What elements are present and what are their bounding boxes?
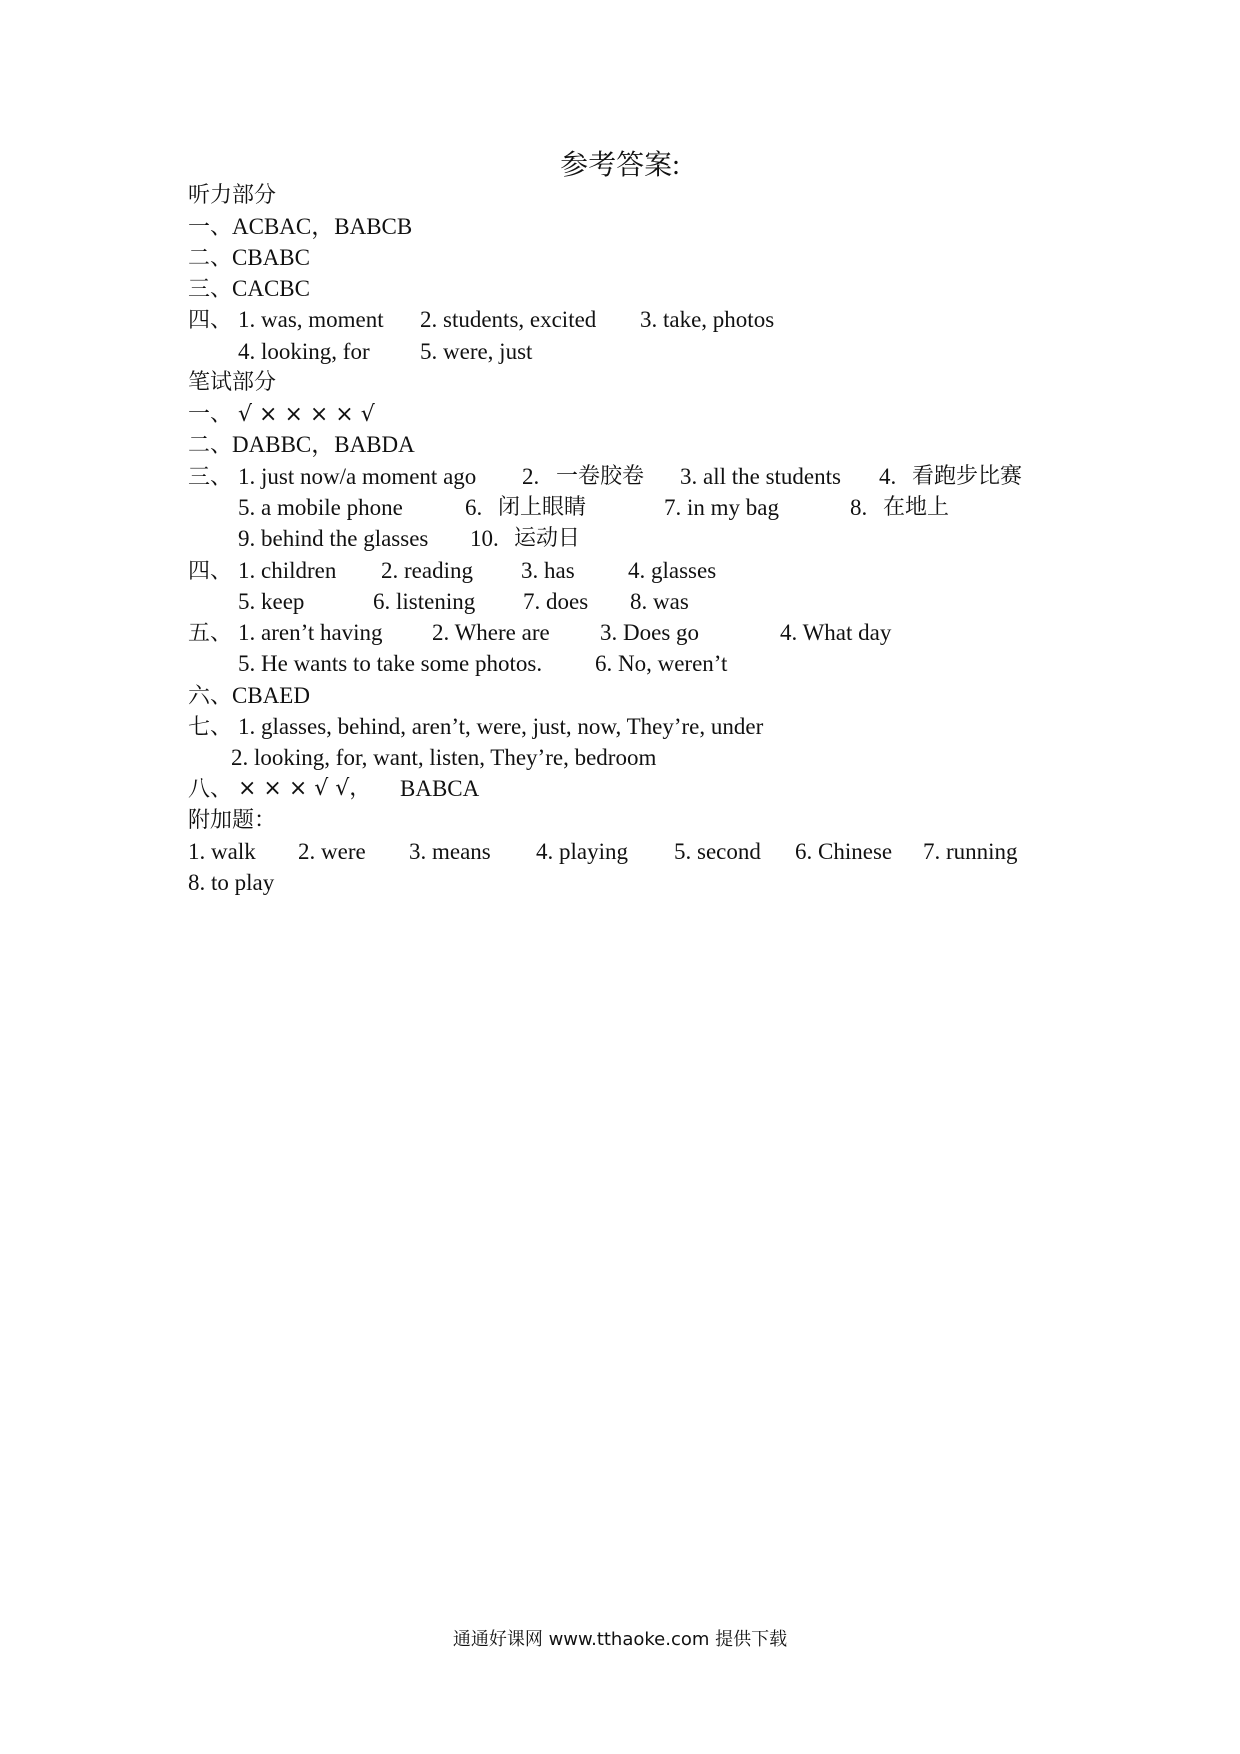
question-label: 二、 (188, 433, 233, 458)
question-label: 二、 (188, 246, 233, 271)
answer-text: ACBAC，BABCB (232, 214, 413, 239)
page-title: 参考答案: (560, 150, 680, 181)
answer-item: 1. just now/a moment ago (238, 464, 477, 489)
bonus-heading: 附加题： (188, 808, 277, 833)
listening-heading: 听力部分 (188, 183, 277, 208)
listening-q1 (188, 211, 412, 243)
answer-item: 4. looking, for (238, 339, 370, 364)
answer-item: 8. (850, 495, 868, 520)
writing-q5-row1 (188, 617, 1088, 649)
answer-item: 4. glasses (628, 558, 717, 583)
writing-q6 (188, 680, 310, 712)
writing-q3-row1 (188, 461, 1088, 493)
writing-q5-row2 (188, 648, 1088, 680)
writing-q2 (188, 429, 415, 461)
answer-text: BABCA (400, 776, 480, 801)
answer-item: 2. (522, 464, 540, 489)
answer-item: 4. What day (780, 620, 892, 645)
question-label: 四、 (188, 308, 233, 333)
question-label: 六、 (188, 684, 233, 709)
writing-q1 (188, 398, 375, 430)
answer-item: 7. in my bag (664, 495, 779, 520)
answer-item: 2. students, excited (420, 307, 597, 332)
writing-q3-row2 (188, 492, 1088, 524)
question-label: 五、 (188, 621, 233, 646)
answer-item: 1. children (238, 558, 337, 583)
answer-item: 1. glasses, behind, aren’t, were, just, now, They’re, under (238, 714, 764, 739)
writing-q4-row1 (188, 555, 1088, 587)
writing-q7-row1 (188, 711, 1088, 743)
answer-item: 5. were, just (420, 339, 533, 364)
answer-item: 1. aren’t having (238, 620, 383, 645)
listening-q4-row2 (188, 336, 1088, 368)
answer-item: 闭上眼睛 (498, 495, 587, 520)
question-label: 八、 (188, 777, 233, 802)
answer-text: CBAED (232, 683, 310, 708)
answer-item: 9. behind the glasses (238, 526, 429, 551)
answer-item: 7. running (923, 839, 1018, 864)
answer-item: 一卷胶卷 (556, 464, 645, 489)
answer-item: 6. Chinese (795, 839, 893, 864)
answer-item: 1. was, moment (238, 307, 384, 332)
bonus-row1 (188, 836, 1088, 868)
writing-q3-row3 (188, 523, 1088, 555)
answer-text: DABBC，BABDA (232, 432, 415, 457)
question-label: 三、 (188, 465, 233, 490)
question-label: 一、 (188, 215, 233, 240)
answer-item: 5. a mobile phone (238, 495, 403, 520)
answer-item: 运动日 (514, 526, 581, 551)
listening-q4-row1 (188, 304, 1088, 336)
question-label: 一、 (188, 402, 233, 427)
writing-q8 (188, 773, 1088, 805)
listening-q2 (188, 242, 310, 274)
answer-item: 8. to play (188, 870, 275, 895)
writing-heading: 笔试部分 (188, 370, 277, 395)
listening-q3 (188, 273, 310, 305)
answer-text: CACBC (232, 276, 310, 301)
answer-item: 3. has (521, 558, 575, 583)
question-label: 三、 (188, 277, 233, 302)
answer-text: CBABC (232, 245, 310, 270)
answer-item: 6. listening (373, 589, 476, 614)
answer-item: 4. playing (536, 839, 628, 864)
answer-text: √ × × × × √ (238, 402, 375, 427)
answer-item: 7. does (523, 589, 589, 614)
question-label: 四、 (188, 559, 233, 584)
answer-item: 4. (879, 464, 897, 489)
answer-item: 在地上 (883, 495, 950, 520)
answer-item: 6. (465, 495, 483, 520)
answer-item: 5. He wants to take some photos. (238, 651, 543, 676)
answer-item: 2. looking, for, want, listen, They’re, bedroom (231, 745, 657, 770)
answer-text: × × × √ √， (238, 776, 372, 801)
answer-item: 2. Where are (432, 620, 550, 645)
answer-item: 3. all the students (680, 464, 841, 489)
answer-item: 3. means (409, 839, 491, 864)
answer-item: 2. reading (381, 558, 473, 583)
question-label: 七、 (188, 715, 233, 740)
answer-item: 3. take, photos (640, 307, 775, 332)
answer-item: 看跑步比赛 (912, 464, 1023, 489)
answer-item: 10. (470, 526, 499, 551)
answer-item: 5. second (674, 839, 761, 864)
answer-item: 5. keep (238, 589, 305, 614)
writing-q7-row2 (188, 742, 1088, 774)
answer-item: 3. Does go (600, 620, 700, 645)
answer-item: 8. was (630, 589, 689, 614)
answer-item: 2. were (298, 839, 366, 864)
answer-item: 1. walk (188, 839, 256, 864)
answer-item: 6. No, weren’t (595, 651, 728, 676)
bonus-row2 (188, 867, 1088, 899)
footer-credit: 通通好课网 www.tthaoke.com 提供下载 (452, 1629, 788, 1650)
writing-q4-row2 (188, 586, 1088, 618)
